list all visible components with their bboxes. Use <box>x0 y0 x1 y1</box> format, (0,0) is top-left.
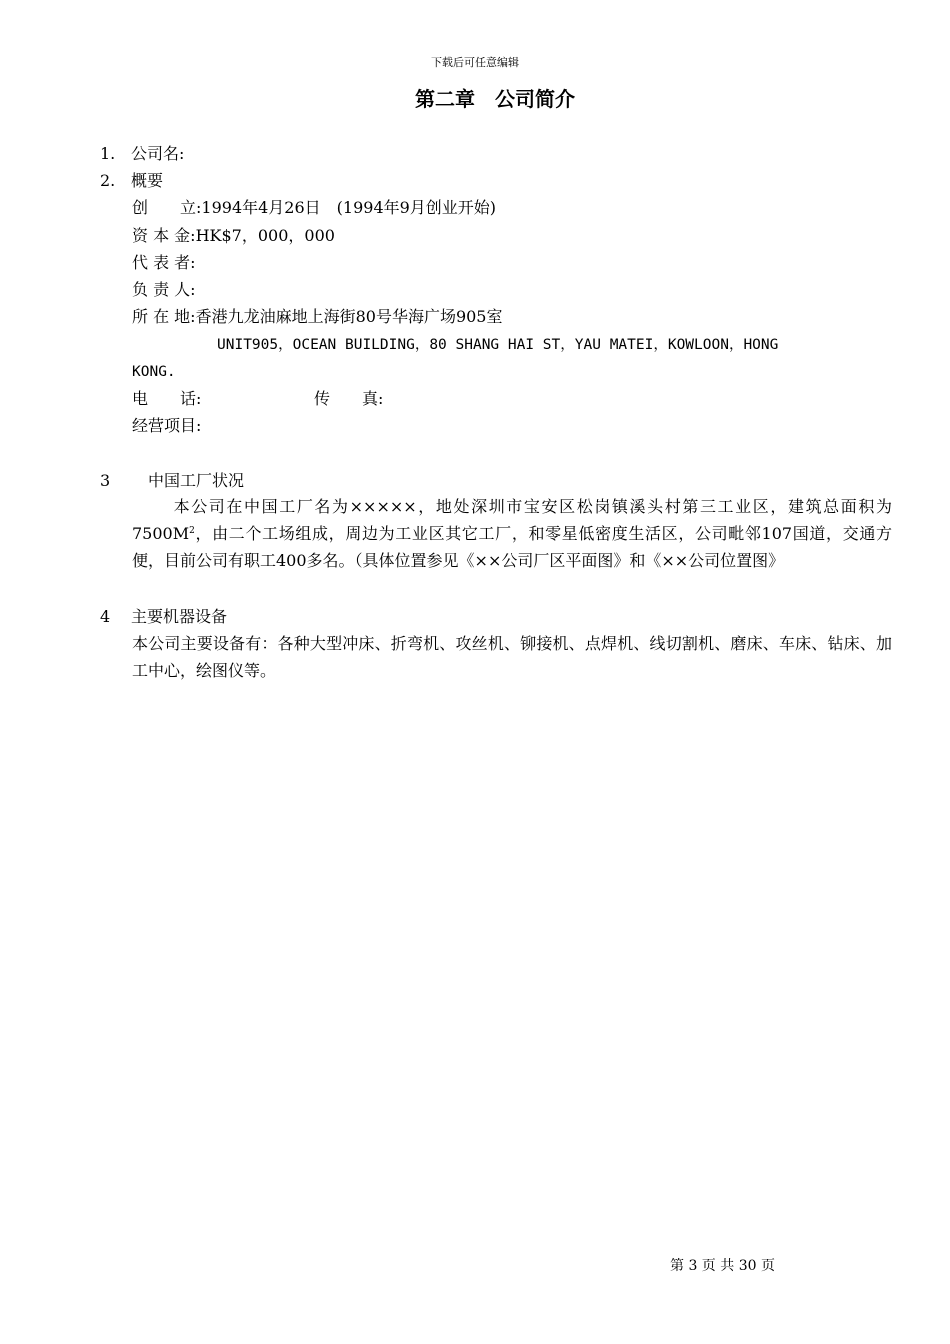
section4-title: 主要机器设备 <box>131 607 228 626</box>
section3-text-a: 本公司在中国工厂名为×××××，地处深圳市宝安区松岗镇溪头村第三工业区，建筑总面积为7500M <box>132 497 892 543</box>
fax-label: 传 真: <box>314 389 384 408</box>
page-footer: 第 3 页 共 30 页 <box>670 1258 775 1274</box>
representative-label: 代 表 者: <box>132 253 196 272</box>
address-label: 所 在 地: <box>132 307 196 326</box>
chapter-title: 第二章 公司简介 <box>415 87 575 111</box>
phone-label: 电 话: <box>132 389 202 408</box>
founded-row <box>132 198 496 218</box>
capital-label: 资 本 金: <box>132 226 196 245</box>
address-row <box>132 307 502 327</box>
founded-value: 1994年4月26日 (1994年9月创业开始) <box>201 198 497 217</box>
header-note: 下载后可任意编辑 <box>431 56 519 69</box>
capital-value: HK$7，000，000 <box>195 226 335 245</box>
section3-paragraph <box>132 493 892 574</box>
section2-title: 概要 <box>131 171 164 190</box>
manager-label: 负 责 人: <box>132 280 196 299</box>
founded-label: 创 立: <box>132 198 202 217</box>
section4-paragraph: 本公司主要设备有：各种大型冲床、折弯机、攻丝机、铆接机、点焊机、线切割机、磨床、车床、钻床、加工中心，绘图仪等。 <box>132 634 892 680</box>
address-en-line1: UNIT905，OCEAN BUILDING，80 SHANG HAI ST，YAU MATEI，KOWLOON，HONG <box>217 337 779 353</box>
section3-title: 中国工厂状况 <box>148 471 245 490</box>
address-en-line2: KONG. <box>132 364 176 380</box>
section3-number: 3 <box>100 471 111 490</box>
section3-text-b: ，由二个工场组成，周边为工业区其它工厂，和零星低密度生活区，公司毗邻107国道，交通方便，目前公司有职工400多名。（具体位置参见《××公司厂区平面图》和《××公司位置图》 <box>132 524 892 570</box>
section1-number: 1. <box>100 144 116 163</box>
capital-row <box>132 226 335 246</box>
section3-superscript: 2 <box>189 526 195 536</box>
section4-number: 4 <box>100 607 111 626</box>
section1-title: 公司名: <box>131 144 185 163</box>
business-label: 经营项目: <box>132 416 202 435</box>
address-value: 香港九龙油麻地上海街80号华海广场905室 <box>195 307 503 326</box>
section2-number: 2. <box>100 171 116 190</box>
